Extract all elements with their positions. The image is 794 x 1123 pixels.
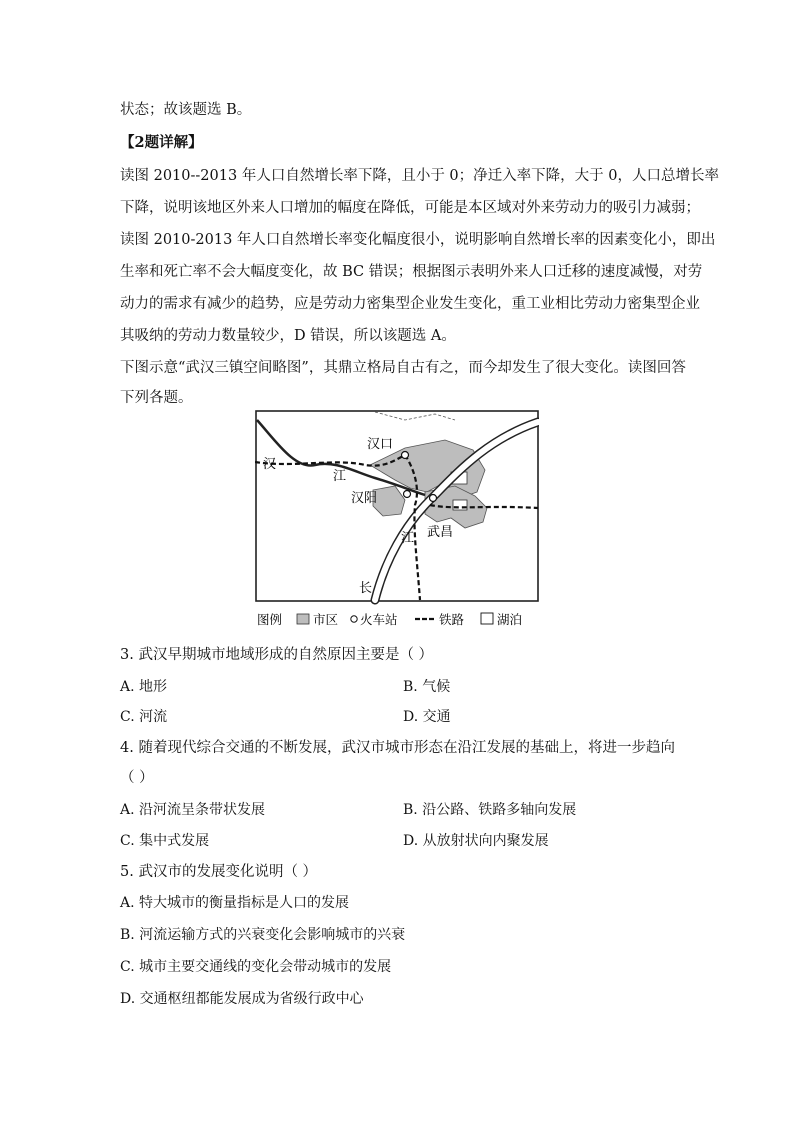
analysis-line-2: 下降，说明该地区外来人口增加的幅度在降低，可能是本区域对外来劳动力的吸引力减弱；: [120, 200, 700, 216]
analysis-line-3: 读图 2010-2013 年人口自然增长率变化幅度很小，说明影响自然增长率的因素变化小，即出: [120, 232, 716, 248]
q5-option-b[interactable]: B. 河流运输方式的兴衰变化会影响城市的兴衰: [120, 927, 406, 943]
question-4-stem: 4. 随着现代综合交通的不断发展，武汉市城市形态在沿江发展的基础上，将进一步趋向: [120, 740, 675, 756]
analysis-line-0: 状态；故该题选 B。: [120, 102, 252, 118]
q3-option-d[interactable]: D. 交通: [403, 709, 451, 725]
q5-option-a[interactable]: A. 特大城市的衡量指标是人口的发展: [120, 895, 350, 911]
analysis-line-5: 动力的需求有减少的趋势，应是劳动力密集型企业发生变化，重工业相比劳动力密集型企业: [120, 296, 700, 312]
map-legend: [257, 612, 522, 627]
legend-urban-swatch: [297, 614, 309, 624]
q4-option-c[interactable]: C. 集中式发展: [120, 833, 210, 849]
label-jiang-2: 江: [401, 531, 415, 546]
wuhan-map-figure: [255, 410, 539, 636]
intro-line-1: 下图示意“武汉三镇空间略图”，其鼎立格局自古有之，而今却发生了很大变化。读图回答: [120, 360, 686, 376]
label-han: 汉: [263, 457, 277, 472]
q5-option-c[interactable]: C. 城市主要交通线的变化会带动城市的发展: [120, 959, 392, 975]
q3-option-a[interactable]: A. 地形: [120, 679, 168, 695]
label-hanyang: 汉阳: [351, 491, 378, 506]
label-hankou: 汉口: [367, 437, 394, 452]
legend-railway: 铁路: [439, 612, 465, 627]
question-4-stem-2: （ ）: [120, 770, 154, 786]
legend-lake: 湖泊: [497, 612, 523, 627]
analysis-line-4: 生率和死亡率不会大幅度变化，故 BC 错误；根据图示表明外来人口迁移的速度减慢，对劳: [120, 264, 703, 280]
lake-2: [453, 500, 467, 510]
intro-line-2: 下列各题。: [120, 390, 193, 406]
label-chang: 长: [359, 581, 373, 596]
question-5-stem: 5. 武汉市的发展变化说明（ ）: [120, 864, 318, 880]
question-3-stem: 3. 武汉早期城市地域形成的自然原因主要是（ ）: [120, 647, 434, 663]
station-wuchang: [430, 495, 437, 502]
q4-option-d[interactable]: D. 从放射状向内聚发展: [403, 833, 549, 849]
analysis-line-6: 其吸纳的劳动力数量较少，D 错误，所以该题选 A。: [120, 328, 456, 344]
legend-urban: 市区: [313, 612, 339, 627]
q4-option-b[interactable]: B. 沿公路、铁路多轴向发展: [403, 802, 577, 818]
station-hanyang: [404, 491, 411, 498]
analysis-heading: 【2题详解】: [120, 134, 203, 151]
label-jiang-1: 江: [333, 469, 347, 484]
q5-option-d[interactable]: D. 交通枢纽都能发展成为省级行政中心: [120, 991, 364, 1007]
legend-title: 图例: [257, 612, 283, 627]
legend-station: 火车站: [360, 612, 398, 627]
legend-station-symbol: [351, 616, 357, 622]
analysis-line-1: 读图 2010--2013 年人口自然增长率下降，且小于 0；净迁入率下降，大于 0，人口总增长率: [120, 168, 719, 184]
q4-option-a[interactable]: A. 沿河流呈条带状发展: [120, 802, 266, 818]
legend-lake-swatch: [481, 613, 493, 624]
station-hankou: [402, 452, 409, 459]
q3-option-b[interactable]: B. 气候: [403, 679, 451, 695]
label-wuchang: 武昌: [427, 525, 454, 540]
q3-option-c[interactable]: C. 河流: [120, 709, 168, 725]
